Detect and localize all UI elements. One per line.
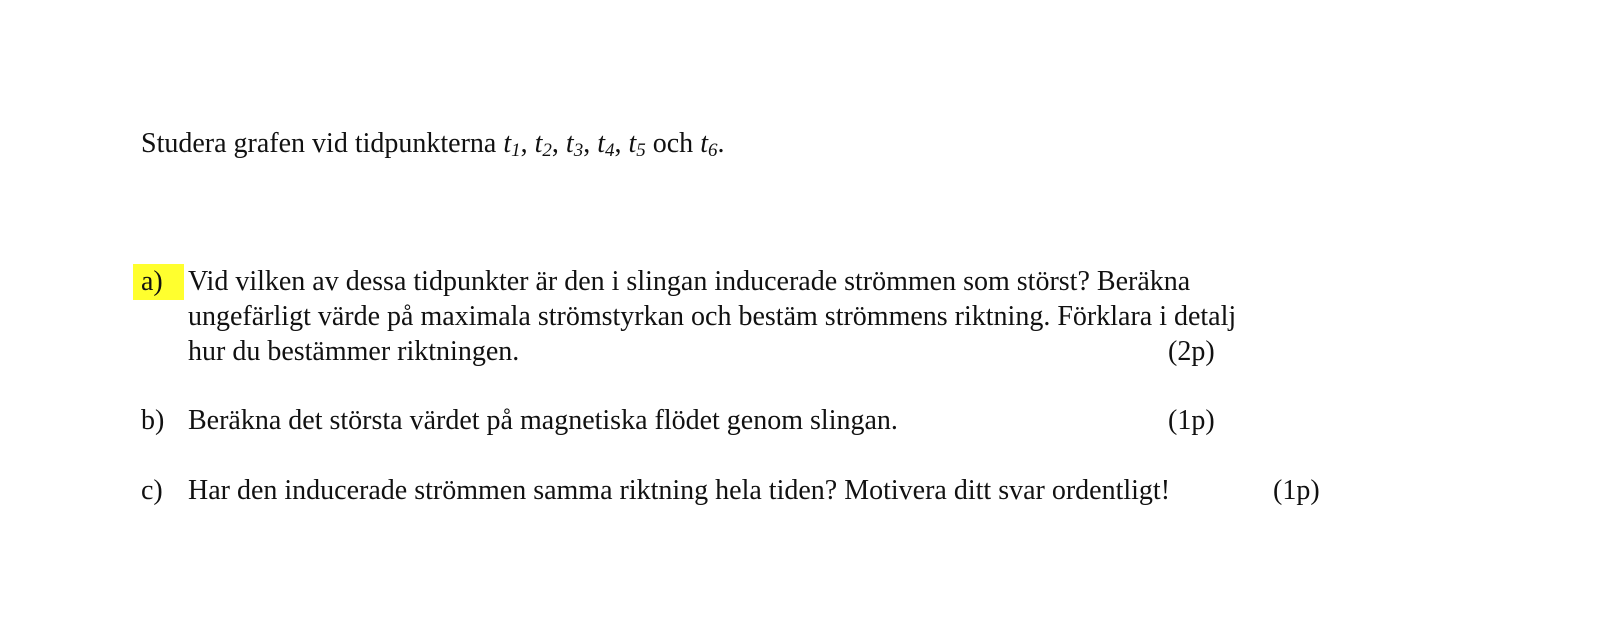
question-a-line-3: hur du bestämmer riktningen.	[188, 336, 520, 367]
intro-text	[141, 126, 724, 162]
separator: ,	[520, 128, 535, 159]
question-b-letter: b)	[141, 405, 165, 436]
question-a-points: (2p)	[1168, 336, 1215, 367]
intro-prefix: Studera grafen vid tidpunkterna	[141, 128, 504, 159]
question-c-letter: c)	[141, 475, 163, 506]
time-t5: $t_5$	[628, 128, 646, 161]
question-c-points: (1p)	[1273, 475, 1320, 506]
time-t1: $t_1$	[503, 128, 521, 161]
time-t4: $t_4$	[597, 128, 615, 161]
time-t3: $t_3$	[565, 128, 584, 161]
question-b-line-1: Beräkna det största värdet på magnetiska flödet genom slingan.	[188, 405, 898, 436]
question-a-line-2: ungefärligt värde på maximala strömstyrkan och bestäm strömmens riktning. Förklara i detalj	[188, 301, 1237, 332]
question-a-line-1: Vid vilken av dessa tidpunkter är den i slingan inducerade strömmen som störst? Beräkna	[188, 266, 1191, 297]
question-a-letter: a)	[133, 264, 184, 300]
separator-och: och	[645, 128, 701, 159]
time-t2: $t_2$	[534, 128, 552, 161]
question-c-line-1: Har den inducerade strömmen samma riktning hela tiden? Motivera ditt svar ordentligt!	[188, 475, 1171, 506]
time-t6: $t_6$	[700, 128, 718, 161]
separator: ,	[583, 128, 598, 159]
separator: ,	[551, 128, 566, 159]
intro-period: .	[717, 128, 725, 159]
question-b-points: (1p)	[1168, 405, 1215, 436]
separator: ,	[614, 128, 629, 159]
